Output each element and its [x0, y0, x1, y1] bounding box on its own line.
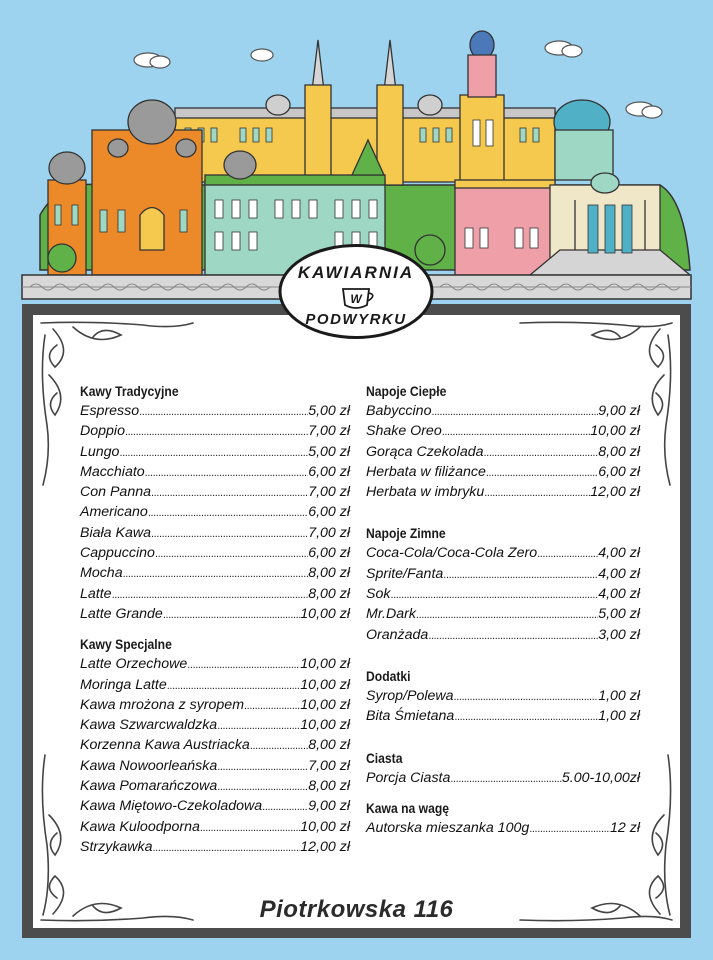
menu-item	[80, 817, 350, 837]
item-name: Porcja Ciasta	[366, 769, 451, 786]
item-name: Shake Oreo	[366, 423, 442, 440]
section-heading: Kawa na wagę	[366, 800, 450, 816]
item-price: 10,00 zł	[300, 717, 350, 734]
menu-column-right	[366, 383, 640, 838]
menu-item	[366, 543, 640, 563]
logo-text-top: KAWIARNIA	[297, 263, 415, 282]
item-price: 10,00 zł	[300, 676, 350, 693]
address: Piotrkowska 116	[259, 896, 454, 923]
menu-item	[80, 654, 350, 674]
menu-item	[80, 675, 350, 695]
item-name: Biała Kawa	[80, 524, 151, 541]
menu-section	[80, 383, 350, 624]
item-name: Babyccino	[366, 403, 432, 419]
dot-leader	[151, 483, 308, 503]
menu-item	[80, 735, 350, 755]
dot-leader	[217, 777, 308, 797]
item-price: 12,00 zł	[590, 484, 640, 501]
item-price: 5,00 zł	[308, 403, 350, 419]
menu-item	[366, 706, 640, 726]
item-price: 7,00 zł	[308, 484, 350, 501]
menu-item	[366, 584, 640, 604]
item-price: 8,00 zł	[308, 565, 350, 582]
item-price: 10,00 zł	[300, 605, 350, 622]
section-spacer	[366, 727, 640, 750]
dot-leader	[112, 585, 309, 605]
section-spacer	[366, 645, 640, 668]
cafe-logo	[277, 243, 435, 340]
dot-leader	[250, 736, 308, 756]
item-name: Oranżada	[366, 626, 429, 643]
dot-leader	[217, 716, 300, 736]
item-price: 4,00 zł	[598, 586, 640, 603]
item-price: 6,00 zł	[308, 504, 350, 521]
menu-item	[80, 401, 350, 421]
item-name: Kawa Nowoorleańska	[80, 757, 218, 774]
item-name: Bita Śmietana	[366, 708, 455, 725]
section-heading: Ciasta	[366, 750, 403, 766]
item-price: 4,00 zł	[598, 545, 640, 562]
dot-leader	[486, 463, 598, 483]
item-name: Syrop/Polewa	[366, 687, 454, 704]
dot-leader	[416, 605, 598, 625]
menu-item	[80, 584, 350, 604]
item-price: 10,00 zł	[300, 656, 350, 673]
item-name: Macchiato	[80, 463, 145, 480]
menu-section	[80, 636, 350, 857]
item-name: Herbata w imbryku	[366, 484, 485, 501]
dot-leader	[145, 463, 309, 483]
dot-leader	[484, 483, 590, 503]
menu-item	[80, 796, 350, 816]
dot-leader	[454, 687, 599, 707]
menu-column-left	[80, 383, 350, 857]
item-price: 12 zł	[610, 819, 640, 836]
item-name: Herbata w filiżance	[366, 463, 486, 480]
dot-leader	[151, 524, 308, 544]
item-price: 9,00 zł	[308, 798, 350, 815]
section-heading: Kawy Tradycyjne	[80, 384, 179, 399]
item-price: 5,00 zł	[598, 606, 640, 623]
item-price: 10,00 zł	[300, 818, 350, 835]
menu-item	[366, 686, 640, 706]
section-spacer	[366, 788, 640, 800]
item-price: 3,00 zł	[598, 626, 640, 643]
item-name: Kawa Pomarańczowa	[80, 778, 218, 795]
item-price: 1,00 zł	[598, 687, 640, 704]
item-price: 10,00 zł	[300, 696, 350, 713]
section-heading: Napoje Ciepłe	[366, 384, 447, 399]
item-name: Americano	[80, 504, 148, 521]
dot-leader	[442, 422, 591, 442]
menu-item	[80, 776, 350, 796]
item-name: Latte Grande	[80, 605, 163, 622]
dot-leader	[163, 605, 300, 625]
dot-leader	[390, 585, 598, 605]
item-price: 7,00 zł	[308, 423, 350, 440]
dot-leader	[119, 443, 308, 463]
logo-text-middle: W	[350, 292, 362, 306]
dot-leader	[155, 544, 308, 564]
dot-leader	[244, 696, 300, 716]
menu-item	[366, 818, 640, 838]
item-price: 5.00-10,00zł	[561, 769, 640, 786]
item-name: Sprite/Fanta	[366, 565, 444, 582]
item-name: Kawa mrożona z syropem	[80, 696, 245, 713]
menu-item	[80, 695, 350, 715]
dot-leader	[428, 626, 598, 646]
menu-item	[366, 564, 640, 584]
item-name: Kawa Miętowo-Czekoladowa	[80, 798, 263, 815]
dot-leader	[450, 769, 562, 789]
dot-leader	[153, 838, 301, 858]
item-price: 1,00 zł	[598, 708, 640, 725]
menu-item	[366, 401, 640, 421]
dot-leader	[125, 422, 308, 442]
dot-leader	[139, 402, 308, 422]
item-name: Cappuccino	[80, 545, 155, 562]
section-heading: Dodatki	[366, 668, 411, 684]
menu-section	[366, 668, 640, 727]
menu-item	[80, 523, 350, 543]
item-name: Strzykawka	[80, 838, 153, 855]
item-name: Kawa Szwarcwaldzka	[80, 717, 218, 734]
item-price: 6,00 zł	[308, 463, 350, 480]
item-name: Autorska mieszanka 100g	[366, 819, 530, 836]
dot-leader	[484, 443, 599, 463]
item-price: 7,00 zł	[308, 757, 350, 774]
section-spacer	[80, 624, 350, 636]
dot-leader	[262, 797, 308, 817]
item-price: 8,00 zł	[308, 737, 350, 754]
dot-leader	[431, 402, 598, 422]
menu-item	[80, 715, 350, 735]
item-price: 8,00 zł	[598, 443, 640, 460]
item-price: 12,00 zł	[300, 838, 350, 855]
dot-leader	[529, 819, 610, 839]
dot-leader	[167, 676, 301, 696]
dot-leader	[537, 544, 598, 564]
menu-item	[366, 462, 640, 482]
menu-item	[366, 482, 640, 502]
menu-item	[80, 604, 350, 624]
menu-item	[80, 502, 350, 522]
item-name: Mocha	[80, 565, 123, 582]
menu-item	[80, 756, 350, 776]
menu-item	[366, 421, 640, 441]
menu-item	[80, 462, 350, 482]
item-price: 6,00 zł	[308, 545, 350, 562]
item-name: Latte Orzechowe	[80, 656, 188, 673]
menu-item	[80, 837, 350, 857]
menu-item	[80, 563, 350, 583]
menu-item	[80, 482, 350, 502]
dot-leader	[217, 757, 308, 777]
menu-item	[80, 421, 350, 441]
item-name: Mr.Dark	[366, 606, 416, 623]
item-name: Espresso	[80, 403, 140, 419]
menu-section	[366, 525, 640, 644]
item-price: 9,00 zł	[598, 403, 640, 419]
logo-text-bottom: PODWYRKU	[305, 311, 407, 328]
item-price: 7,00 zł	[308, 524, 350, 541]
item-name: Coca-Cola/Coca-Cola Zero	[366, 545, 538, 562]
section-heading: Kawy Specjalne	[80, 637, 172, 653]
item-name: Gorąca Czekolada	[366, 443, 484, 460]
menu-item	[80, 442, 350, 462]
item-price: 5,00 zł	[308, 443, 350, 460]
item-name: Latte	[80, 585, 112, 602]
dot-leader	[443, 565, 598, 585]
item-price: 4,00 zł	[598, 565, 640, 582]
item-name: Lungo	[80, 443, 120, 460]
menu-section	[366, 750, 640, 788]
item-name: Kawa Kuloodporna	[80, 818, 200, 835]
dot-leader	[148, 503, 308, 523]
item-price: 6,00 zł	[598, 463, 640, 480]
item-price: 8,00 zł	[308, 778, 350, 795]
item-name: Con Panna	[80, 484, 151, 501]
dot-leader	[123, 564, 309, 584]
menu-item	[366, 768, 640, 788]
menu-item	[366, 604, 640, 624]
item-name: Moringa Latte	[80, 676, 167, 693]
item-name: Korzenna Kawa Austriacka	[80, 737, 250, 754]
section-spacer	[366, 502, 640, 525]
menu-section	[366, 383, 640, 502]
dot-leader	[200, 818, 300, 838]
menu-item	[366, 625, 640, 645]
item-name: Doppio	[80, 423, 125, 440]
item-price: 8,00 zł	[308, 585, 350, 602]
section-heading: Napoje Zimne	[366, 526, 446, 542]
menu-section	[366, 800, 640, 838]
dot-leader	[454, 707, 598, 727]
dot-leader	[187, 655, 300, 675]
item-price: 10,00 zł	[590, 423, 640, 440]
menu-item	[80, 543, 350, 563]
menu-item	[366, 442, 640, 462]
item-name: Sok	[366, 586, 391, 603]
